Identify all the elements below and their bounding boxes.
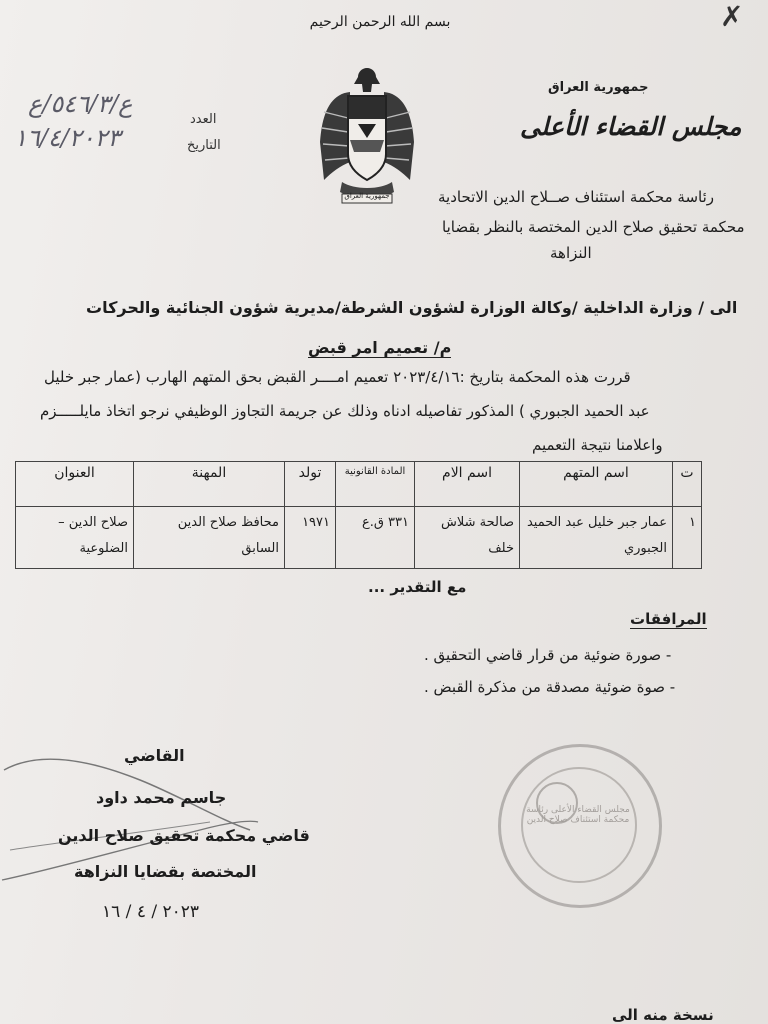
- judge-name: جاسم محمد داود: [96, 788, 227, 807]
- court-line-2: النزاهة: [550, 244, 592, 262]
- accused-table: [15, 461, 702, 569]
- court-line-1: محكمة تحقيق صلاح الدين المختصة بالنظر بقضايا: [442, 218, 745, 236]
- emblem-caption: جمهورية العراق: [344, 192, 390, 200]
- subject: م/ تعميم امر قبض: [308, 338, 452, 357]
- signature-date: ٢٠٢٣ / ٤ / ١٦: [102, 902, 200, 922]
- cell-article: ٣٣١ ق.ع: [336, 507, 415, 569]
- cell-born: ١٩٧١: [285, 507, 336, 569]
- republic-title: جمهورية العراق: [548, 80, 649, 95]
- cell-address: صلاح الدين – الضلوعية: [16, 507, 134, 569]
- table-row: [16, 507, 702, 569]
- official-seal: [498, 744, 662, 908]
- closing: مع التقدير ...: [368, 578, 467, 596]
- reference-date: ١٦/٤/٢٠٢٣: [14, 124, 121, 152]
- number-label: العدد: [190, 112, 217, 127]
- presidency-line: رئاسة محكمة استئناف صــلاح الدين الاتحادية: [438, 188, 714, 206]
- cell-mother: صالحة شلاش خلف: [415, 507, 520, 569]
- cell-job: محافظ صلاح الدين السابق: [134, 507, 285, 569]
- body-line-1: قررت هذه المحكمة بتاريخ :٢٠٢٣/٤/١٦ تعميم امــــر القبض بحق المتهم الهارب (عمار جبر خليل: [44, 368, 631, 386]
- attachment-item-1: - صورة ضوئية من قرار قاضي التحقيق .: [424, 646, 672, 664]
- table-header-row: [16, 462, 702, 507]
- col-job: المهنة: [134, 462, 285, 507]
- reference-number: ع/٥٤٦/٣/ع: [28, 90, 133, 118]
- signature-title: القاضي: [124, 746, 185, 765]
- footer-copy: نسخة منه الى: [612, 1006, 714, 1024]
- corner-mark: ✗: [720, 0, 744, 33]
- addressee: الى / وزارة الداخلية /وكالة الوزارة لشؤون الشرطة/مديرية شؤون الجنائية والحركات: [86, 298, 738, 317]
- col-article: المادة القانونية: [336, 462, 415, 507]
- col-address: العنوان: [16, 462, 134, 507]
- judge-role-1: قاضي محكمة تحقيق صلاح الدين: [58, 826, 310, 845]
- col-born: تولد: [285, 462, 336, 507]
- cell-no: ١: [673, 507, 702, 569]
- col-accused: اسم المتهم: [520, 462, 673, 507]
- body-line-3: واعلامنا نتيجة التعميم: [532, 436, 663, 454]
- cell-accused: عمار جبر خليل عبد الحميد الجبوري: [520, 507, 673, 569]
- council-title: مجلس القضاء الأعلى: [520, 112, 742, 141]
- iraq-emblem: [318, 62, 416, 210]
- col-no: ت: [673, 462, 702, 507]
- body-line-2: عبد الحميد الجبوري ) المذكور تفاصيله ادناه وذلك عن جريمة التجاوز الوظيفي نرجو اتخاذ مايلـــــزم: [40, 402, 650, 420]
- date-label: التاريخ: [187, 138, 221, 153]
- seal-text: مجلس القضاء الأعلى رئاسة محكمة استئناف صلاح الدين: [526, 805, 630, 825]
- attachments-title: المرافقات: [630, 610, 707, 628]
- attachment-item-2: - صوة ضوئية مصدقة من مذكرة القبض .: [424, 678, 676, 696]
- judge-role-2: المختصة بقضايا النزاهة: [74, 862, 257, 881]
- basmala: بسم الله الرحمن الرحيم: [309, 14, 451, 30]
- col-mother: اسم الام: [415, 462, 520, 507]
